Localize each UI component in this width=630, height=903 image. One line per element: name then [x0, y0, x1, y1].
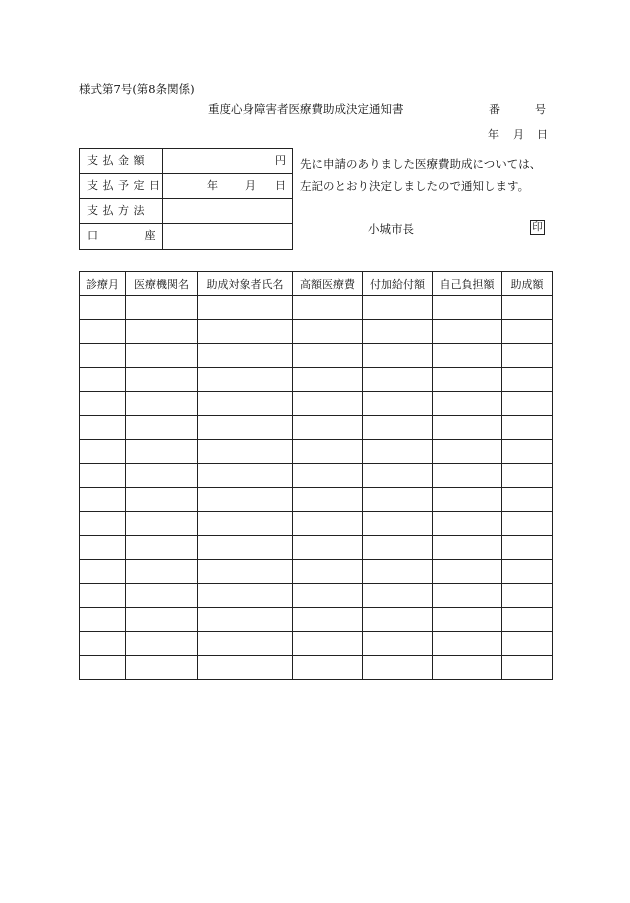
table-cell[interactable]	[363, 416, 433, 440]
table-cell[interactable]	[293, 656, 363, 680]
table-cell[interactable]	[363, 344, 433, 368]
table-cell[interactable]	[293, 344, 363, 368]
table-cell[interactable]	[293, 320, 363, 344]
document-title: 重度心身障害者医療費助成決定通知書	[208, 102, 404, 116]
table-cell[interactable]	[126, 392, 198, 416]
table-cell[interactable]	[363, 440, 433, 464]
seal-stamp: 印	[530, 220, 545, 235]
table-cell[interactable]	[363, 656, 433, 680]
table-cell[interactable]	[198, 632, 293, 656]
yen-label: 円	[275, 154, 286, 167]
table-cell[interactable]	[433, 632, 502, 656]
table-cell[interactable]	[433, 296, 502, 320]
table-cell[interactable]	[502, 416, 553, 440]
payment-amount-field[interactable]	[163, 149, 292, 173]
table-cell[interactable]	[502, 440, 553, 464]
table-cell[interactable]	[80, 512, 126, 536]
table-cell[interactable]	[198, 392, 293, 416]
table-cell[interactable]	[502, 464, 553, 488]
table-cell[interactable]	[198, 320, 293, 344]
table-cell[interactable]	[126, 584, 198, 608]
table-cell[interactable]	[433, 320, 502, 344]
payment-info-box	[79, 148, 293, 250]
table-cell[interactable]	[502, 392, 553, 416]
ref-go-label: 号	[535, 103, 546, 116]
table-cell[interactable]	[80, 344, 126, 368]
mayor-signature: 小城市長	[368, 222, 414, 236]
table-body	[80, 296, 553, 680]
table-cell[interactable]	[198, 488, 293, 512]
table-cell[interactable]	[363, 368, 433, 392]
table-cell[interactable]	[198, 296, 293, 320]
table-cell[interactable]	[502, 296, 553, 320]
table-cell[interactable]	[502, 488, 553, 512]
table-cell[interactable]	[198, 608, 293, 632]
table-cell[interactable]	[293, 296, 363, 320]
notice-text-line1: 先に申請のありました医療費助成については、	[300, 157, 542, 171]
table-cell[interactable]	[433, 608, 502, 632]
col-header-high-cost: 高額医療費	[293, 272, 363, 296]
table-cell[interactable]	[126, 488, 198, 512]
table-cell[interactable]	[293, 512, 363, 536]
table-cell[interactable]	[293, 368, 363, 392]
issue-day-label: 日	[537, 128, 548, 141]
payment-date-row	[80, 174, 292, 199]
table-header-row	[80, 272, 553, 296]
table-cell[interactable]	[293, 488, 363, 512]
table-row	[80, 368, 553, 392]
table-cell[interactable]	[126, 440, 198, 464]
table-row	[80, 392, 553, 416]
table-cell[interactable]	[126, 608, 198, 632]
table-cell[interactable]	[293, 416, 363, 440]
payment-amount-row	[80, 149, 292, 174]
table-cell[interactable]	[433, 392, 502, 416]
table-cell[interactable]	[198, 440, 293, 464]
table-cell[interactable]	[433, 464, 502, 488]
table-cell[interactable]	[198, 368, 293, 392]
table-cell[interactable]	[502, 608, 553, 632]
account-row	[80, 224, 292, 249]
issue-year-label: 年	[488, 128, 499, 141]
table-cell[interactable]	[433, 368, 502, 392]
table-row	[80, 512, 553, 536]
table-cell[interactable]	[502, 632, 553, 656]
table-cell[interactable]	[363, 632, 433, 656]
table-cell[interactable]	[363, 488, 433, 512]
table-cell[interactable]	[126, 656, 198, 680]
table-cell[interactable]	[80, 608, 126, 632]
table-cell[interactable]	[198, 584, 293, 608]
table-cell[interactable]	[80, 536, 126, 560]
table-cell[interactable]	[80, 656, 126, 680]
table-cell[interactable]	[363, 464, 433, 488]
table-cell[interactable]	[433, 512, 502, 536]
payment-amount-label: 支 払 金 額	[80, 149, 163, 173]
payment-day-label: 日	[275, 179, 286, 192]
table-cell[interactable]	[502, 584, 553, 608]
table-cell[interactable]	[433, 488, 502, 512]
ref-ban-label: 番	[489, 103, 500, 116]
table-cell[interactable]	[363, 512, 433, 536]
table-cell[interactable]	[80, 392, 126, 416]
table-row	[80, 656, 553, 680]
table-cell[interactable]	[80, 320, 126, 344]
payment-year-label: 年	[207, 179, 218, 192]
table-cell[interactable]	[198, 560, 293, 584]
table-cell[interactable]	[363, 584, 433, 608]
table-cell[interactable]	[293, 560, 363, 584]
issue-month-label: 月	[513, 128, 524, 141]
table-cell[interactable]	[363, 296, 433, 320]
medical-subsidy-table	[79, 271, 553, 680]
notice-text-line2: 左記のとおり決定しましたので通知します。	[300, 179, 530, 193]
table-cell[interactable]	[433, 440, 502, 464]
table-cell[interactable]	[80, 368, 126, 392]
table-row	[80, 488, 553, 512]
table-cell[interactable]	[80, 632, 126, 656]
payment-date-field[interactable]	[163, 174, 292, 198]
table-cell[interactable]	[126, 296, 198, 320]
table-cell[interactable]	[126, 416, 198, 440]
col-header-month: 診療月	[80, 272, 126, 296]
table-row	[80, 416, 553, 440]
table-cell[interactable]	[126, 320, 198, 344]
table-cell[interactable]	[198, 344, 293, 368]
table-cell[interactable]	[502, 560, 553, 584]
table-cell[interactable]	[363, 320, 433, 344]
table-cell[interactable]	[198, 656, 293, 680]
col-header-subsidy: 助成額	[502, 272, 553, 296]
table-row	[80, 560, 553, 584]
table-cell[interactable]	[433, 584, 502, 608]
table-cell[interactable]	[293, 536, 363, 560]
table-row	[80, 464, 553, 488]
table-cell[interactable]	[502, 344, 553, 368]
table-cell[interactable]	[363, 536, 433, 560]
table-cell[interactable]	[126, 632, 198, 656]
table-cell[interactable]	[80, 584, 126, 608]
table-row	[80, 536, 553, 560]
table-cell[interactable]	[80, 296, 126, 320]
table-row	[80, 320, 553, 344]
table-cell[interactable]	[80, 464, 126, 488]
table-cell[interactable]	[363, 392, 433, 416]
table-cell[interactable]	[126, 344, 198, 368]
table-row	[80, 344, 553, 368]
table-cell[interactable]	[126, 560, 198, 584]
table-row	[80, 608, 553, 632]
table-cell[interactable]	[293, 632, 363, 656]
table-cell[interactable]	[80, 488, 126, 512]
table-cell[interactable]	[126, 464, 198, 488]
form-number: 様式第7号(第8条関係)	[79, 82, 195, 96]
table-cell[interactable]	[293, 584, 363, 608]
table-cell[interactable]	[126, 368, 198, 392]
table-cell[interactable]	[502, 320, 553, 344]
col-header-recipient: 助成対象者氏名	[198, 272, 293, 296]
table-cell[interactable]	[293, 608, 363, 632]
table-cell[interactable]	[198, 512, 293, 536]
table-cell[interactable]	[293, 464, 363, 488]
table-cell[interactable]	[126, 536, 198, 560]
payment-method-label: 支 払 方 法	[80, 199, 163, 223]
account-field[interactable]	[163, 224, 292, 249]
table-cell[interactable]	[293, 440, 363, 464]
table-cell[interactable]	[433, 536, 502, 560]
table-row	[80, 584, 553, 608]
col-header-institution: 医療機関名	[126, 272, 198, 296]
table-cell[interactable]	[433, 656, 502, 680]
table-cell[interactable]	[502, 512, 553, 536]
table-cell[interactable]	[502, 368, 553, 392]
col-header-additional-benefit: 付加給付額	[363, 272, 433, 296]
table-cell[interactable]	[126, 512, 198, 536]
table-cell[interactable]	[80, 416, 126, 440]
table-cell[interactable]	[198, 416, 293, 440]
table-cell[interactable]	[293, 392, 363, 416]
payment-method-row	[80, 199, 292, 224]
table-cell[interactable]	[363, 608, 433, 632]
table-row	[80, 440, 553, 464]
table-cell[interactable]	[363, 560, 433, 584]
table-cell[interactable]	[502, 656, 553, 680]
table-cell[interactable]	[502, 536, 553, 560]
table-cell[interactable]	[198, 536, 293, 560]
table-cell[interactable]	[198, 464, 293, 488]
table-row	[80, 296, 553, 320]
table-cell[interactable]	[433, 344, 502, 368]
table-row	[80, 632, 553, 656]
payment-date-label: 支 払 予 定 日	[80, 174, 163, 198]
account-label: 口 座	[80, 224, 163, 249]
table-cell[interactable]	[433, 416, 502, 440]
table-cell[interactable]	[433, 560, 502, 584]
payment-month-label: 月	[245, 179, 256, 192]
col-header-copay: 自己負担額	[433, 272, 502, 296]
table-cell[interactable]	[80, 560, 126, 584]
payment-method-field[interactable]	[163, 199, 292, 223]
table-cell[interactable]	[80, 440, 126, 464]
